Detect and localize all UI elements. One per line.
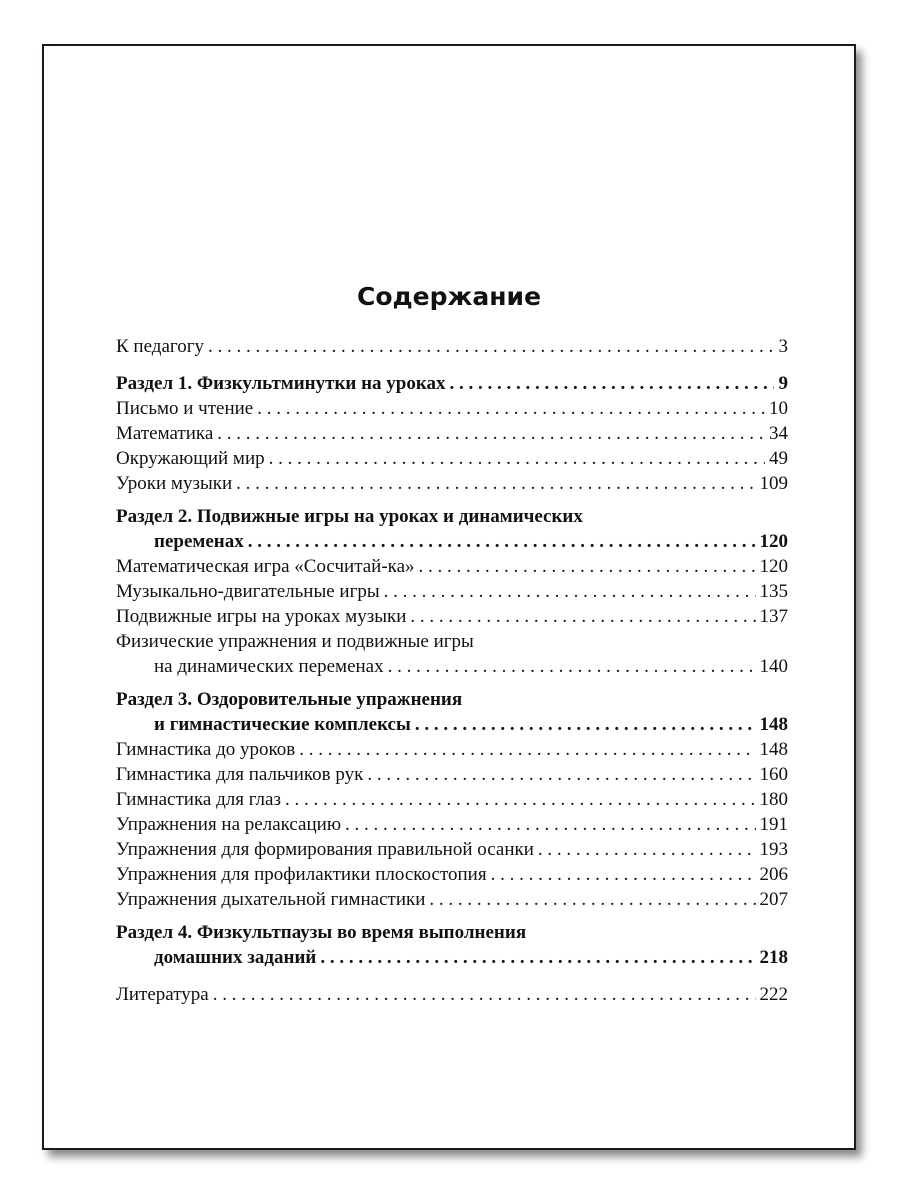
toc-entry [116,579,788,604]
dot-leader [450,371,774,396]
toc-entry-label: Упражнения для профилактики плоскостопия [116,864,487,885]
toc-entry [116,862,788,887]
toc-page-number: 9 [778,373,788,394]
toc-page-number: 3 [778,336,788,357]
toc-entry-label: Гимнастика до уроков [116,739,296,760]
toc-entry-label: Уроки музыки [116,473,233,494]
toc-entry [116,471,788,496]
toc-page-number: 10 [769,398,788,419]
toc-entry-label: К педагогу [116,336,204,357]
toc-entry [116,654,788,679]
toc-page-number: 160 [759,764,788,785]
toc-entry-label: Упражнения дыхательной гимнастики [116,889,426,910]
toc-entry-label: Математика [116,423,214,444]
toc-page-number: 206 [759,864,788,885]
dot-leader [285,787,756,812]
toc-section-2 [116,529,788,554]
dot-leader [538,837,756,862]
toc-section-4 [116,945,788,970]
toc-entry [116,762,788,787]
toc-section-3 [116,712,788,737]
toc-entry [116,604,788,629]
toc-page-number: 34 [769,423,788,444]
toc-page-number: 120 [759,556,788,577]
toc-page-number: 193 [759,839,788,860]
toc-entry-label: Окружающий мир [116,448,265,469]
toc-entry-label: Гимнастика для глаз [116,789,281,810]
toc-entry-literature [116,982,788,1007]
toc-entry-label: Упражнения на релаксацию [116,814,342,835]
toc-entry [116,837,788,862]
toc-page-number: 49 [769,448,788,469]
dot-leader [410,604,755,629]
toc-entry-label: Письмо и чтение [116,398,254,419]
toc-entry-label: Литература [116,984,209,1005]
document-page [42,44,856,1150]
table-of-contents [116,334,788,1007]
dot-leader [491,862,756,887]
dot-leader [248,529,756,554]
toc-page-number: 222 [759,984,788,1005]
toc-entry [116,887,788,912]
toc-entry [116,787,788,812]
toc-entry-label: Математическая игра «Сосчитай-ка» [116,556,415,577]
dot-leader [367,762,755,787]
dot-leader [257,396,765,421]
toc-entry [116,737,788,762]
toc-page-number: 148 [759,739,788,760]
toc-section-label: переменах [154,531,244,552]
toc-entry [116,812,788,837]
toc-page-number: 109 [759,473,788,494]
page-title: Содержание [356,282,542,311]
dot-leader [384,579,756,604]
toc-page-number: 137 [759,606,788,627]
dot-leader [429,887,755,912]
toc-section-label: и гимнастические комплексы [154,714,411,735]
toc-entry-label: Музыкально-двигательные игры [116,581,380,602]
dot-leader [217,421,765,446]
toc-entry-line1: Физические упражнения и подвижные игры [116,631,474,652]
toc-section-3-line1: Раздел 3. Оздоровительные упражнения [116,689,463,710]
dot-leader [388,654,756,679]
dot-leader [213,982,756,1007]
toc-entry [116,446,788,471]
toc-entry-pedagog [116,334,788,359]
toc-page-number: 218 [759,947,788,968]
toc-section-1 [116,371,788,396]
toc-entry-label: Упражнения для формирования правильной осанки [116,839,534,860]
dot-leader [345,812,755,837]
toc-page-number: 148 [759,714,788,735]
dot-leader [299,737,755,762]
toc-page-number: 140 [759,656,788,677]
dot-leader [320,945,755,970]
dot-leader [419,554,756,579]
toc-entry [116,396,788,421]
toc-entry-label: Гимнастика для пальчиков рук [116,764,364,785]
toc-entry-label: Подвижные игры на уроках музыки [116,606,407,627]
toc-page-number: 120 [759,531,788,552]
dot-leader [269,446,765,471]
toc-section-2-line1: Раздел 2. Подвижные игры на уроках и динамических [116,506,583,527]
toc-entry [116,554,788,579]
dot-leader [415,712,756,737]
toc-entry-label: на динамических переменах [154,656,384,677]
toc-page-number: 191 [759,814,788,835]
toc-entry [116,421,788,446]
toc-section-label: домашних заданий [154,947,317,968]
dot-leader [236,471,755,496]
toc-section-label: Раздел 1. Физкультминутки на уроках [116,373,446,394]
toc-page-number: 180 [759,789,788,810]
toc-section-4-line1: Раздел 4. Физкультпаузы во время выполнения [116,922,527,943]
toc-page-number: 207 [759,889,788,910]
dot-leader [208,334,774,359]
toc-page-number: 135 [759,581,788,602]
